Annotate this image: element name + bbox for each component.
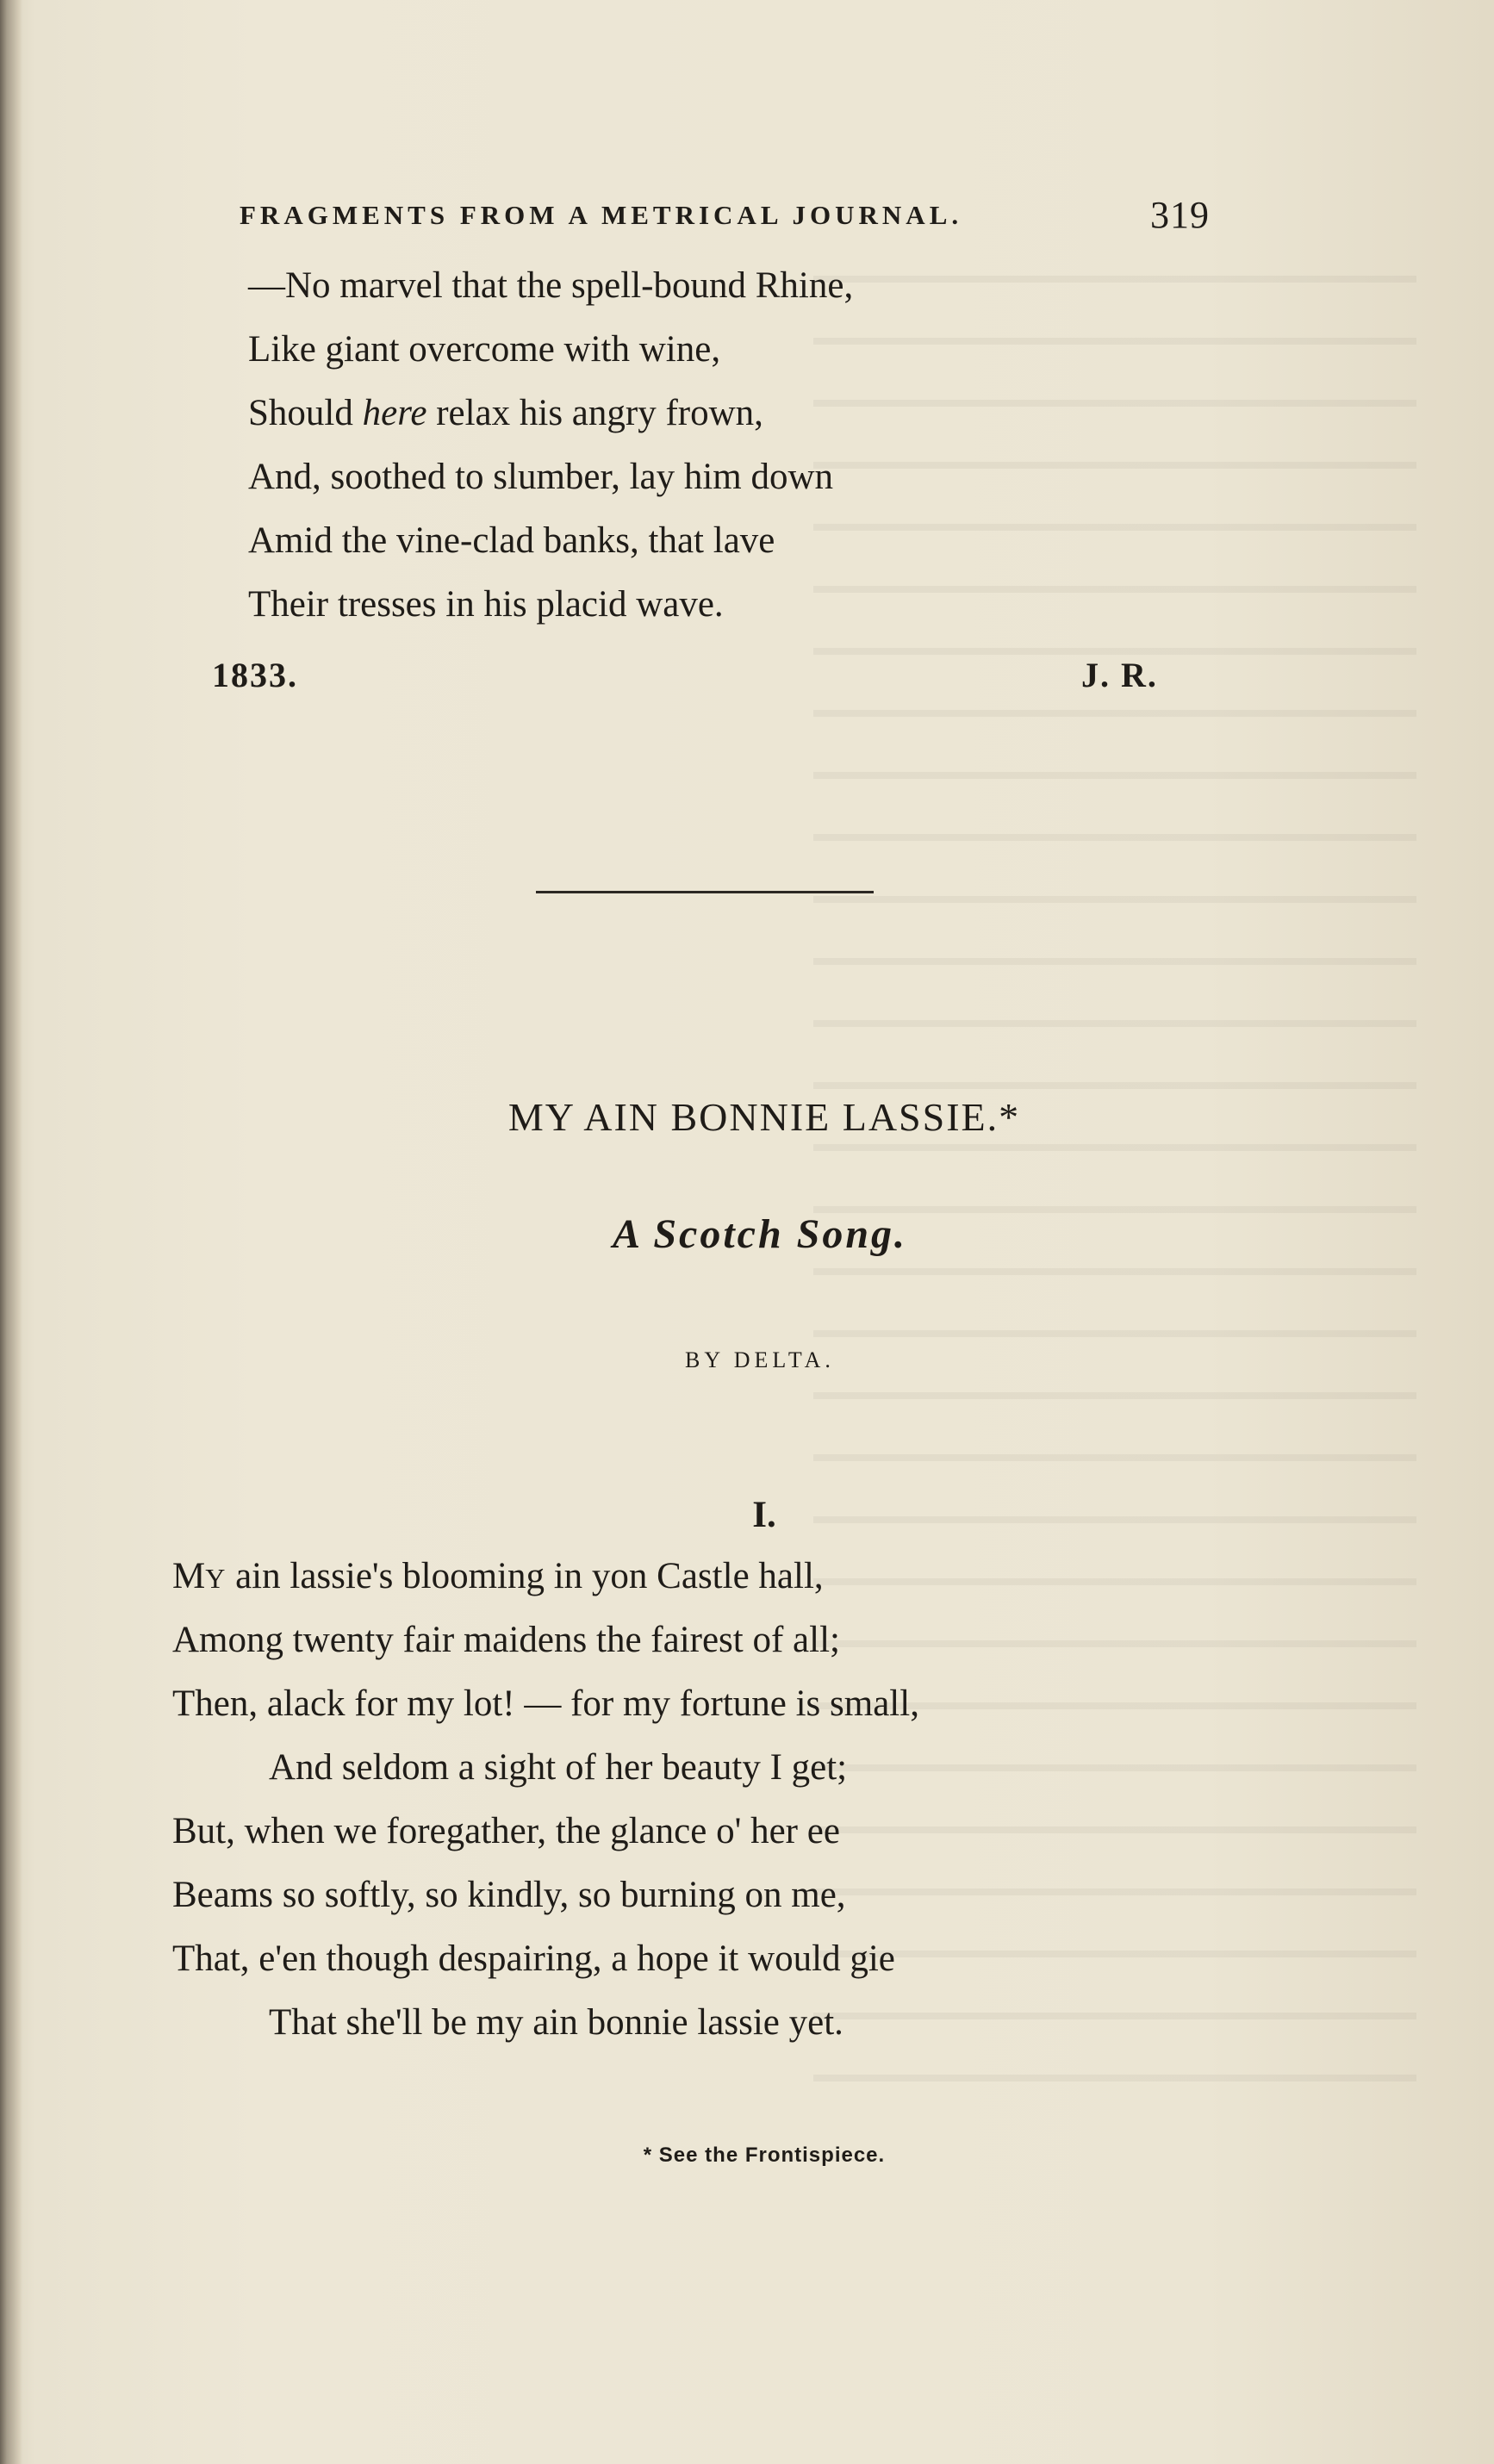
stanza-line: That she'll be my ain bonnie lassie yet. [269,2002,843,2043]
stanza-line: That, e'en though despairing, a hope it would gie [172,1938,895,1979]
poem-line-part: Should [248,393,363,433]
poem-line-part: relax his angry frown, [426,393,763,433]
stanza-number: I. [752,1495,776,1535]
poem-line: And, soothed to slumber, lay him down [248,457,834,497]
poem-line-emphasis: here [362,393,427,433]
stanza-line-text: ain lassie's blooming in yon Castle hall, [226,1556,824,1596]
poem-line: Their tresses in his placid wave. [248,584,724,625]
stanza-line: But, when we foregather, the glance o' her ee [172,1811,840,1851]
running-title: FRAGMENTS FROM A METRICAL JOURNAL. [240,200,963,230]
small-caps-text: Y [205,1563,227,1594]
page-number: 319 [1150,194,1210,236]
stanza-line: And seldom a sight of her beauty I get; [269,1747,848,1788]
song-subtitle: A Scotch Song. [612,1211,908,1257]
song-byline: BY DELTA. [685,1347,835,1372]
running-header [240,191,1230,240]
section-divider [536,891,874,893]
song-title: MY AIN BONNIE LASSIE.* [507,1095,1021,1139]
stanza-line: Beams so softly, so kindly, so burning on me, [172,1875,846,1915]
poem-line [248,388,763,439]
stanza-line: Among twenty fair maidens the fairest of all; [172,1620,840,1660]
drop-initial: M [172,1556,206,1596]
poem-line: Amid the vine-clad banks, that lave [248,520,775,561]
poem-date: 1833. [212,656,298,694]
stanza-line [172,1551,824,1604]
poem-line: Like giant overcome with wine, [248,329,721,370]
footnote: * See the Frontispiece. [643,2144,886,2167]
stanza-line: Then, alack for my lot! — for my fortune is small, [172,1683,919,1724]
poem-author-initials: J. R. [1081,656,1158,694]
poem-line: —No marvel that the spell-bound Rhine, [248,265,854,306]
show-through-text [813,276,1416,2085]
